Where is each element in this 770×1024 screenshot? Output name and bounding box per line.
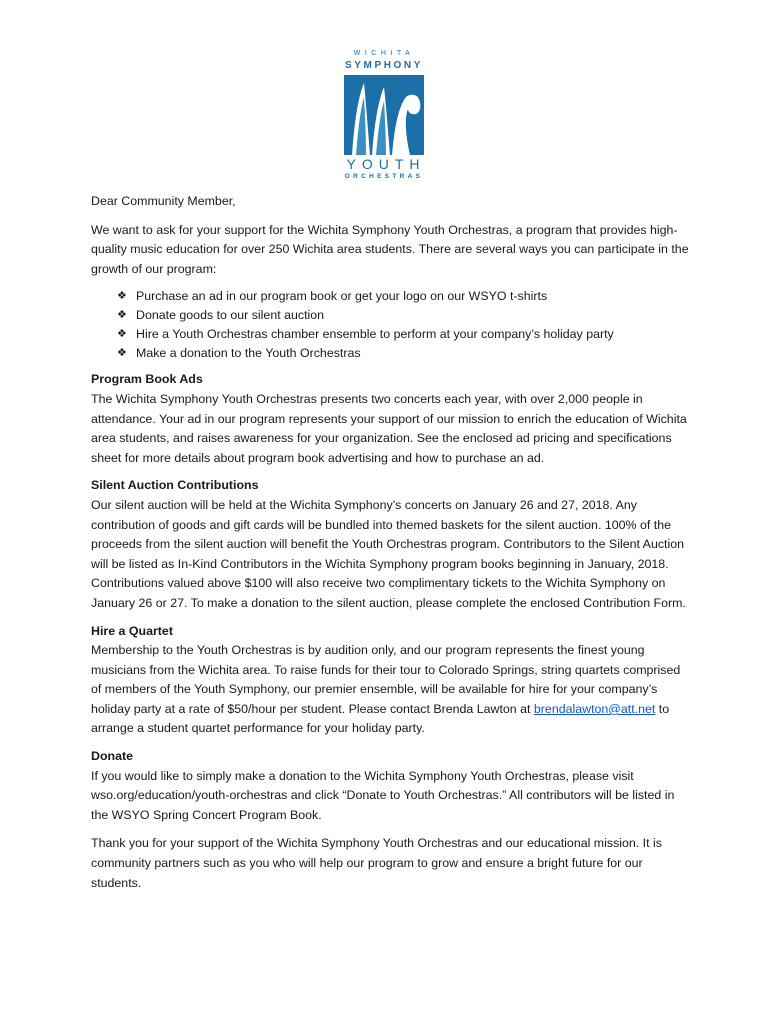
diamond-bullet-icon: ❖ <box>117 328 127 341</box>
email-link[interactable]: brendalawton@att.net <box>533 701 656 716</box>
diamond-bullet-icon: ❖ <box>117 309 127 322</box>
diamond-bullet-icon: ❖ <box>117 290 127 303</box>
list-item: ❖ Make a donation to the Youth Orchestras <box>117 344 691 363</box>
intro-paragraph: We want to ask for your support for the Wichita Symphony Youth Orchestras, a program that provides high-quality music education for over 250 Wichita area students. There are several ways you can participate in the growth of our program: <box>91 222 689 276</box>
list-item: ❖ Hire a Youth Orchestras chamber ensemble to perform at your company’s holiday party <box>117 325 691 344</box>
logo-youth: YOUTH <box>346 156 426 172</box>
letter-body <box>91 192 691 893</box>
donate-section <box>91 747 691 825</box>
logo-orchestras: ORCHESTRAS <box>344 173 424 180</box>
silent-auction-heading: Silent Auction Contributions <box>91 478 259 493</box>
greeting: Dear Community Member, <box>91 194 236 208</box>
program-book-body: The Wichita Symphony Youth Orchestras presents two concerts each year, with over 2,000 people in attendance. Your ad in our program represents your support of our mission to enrich the education of Wichita area students, and raises awareness for your organization. See the enclosed ad pricing and specifications sheet for more details about program book advertising and how to purchase an ad. <box>91 391 687 465</box>
donate-heading: Donate <box>91 749 133 764</box>
diamond-bullet-icon: ❖ <box>117 347 127 360</box>
quartet-section <box>91 622 691 740</box>
list-item: ❖ Purchase an ad in our program book or get your logo on our WSYO t-shirts <box>117 287 691 306</box>
wave-emblem-icon <box>344 75 424 155</box>
donate-body: If you would like to simply make a donation to the Wichita Symphony Youth Orchestras, please visit wso.org/education/youth-orchestras and click “Donate to Youth Orchestras.” All contributors will be listed in the WSYO Spring Concert Program Book. <box>91 768 675 822</box>
ways-list <box>91 287 691 363</box>
silent-auction-section <box>91 476 691 613</box>
list-item: ❖ Donate goods to our silent auction <box>117 306 691 325</box>
logo-symphony: SYMPHONY <box>344 60 424 71</box>
closing-paragraph: Thank you for your support of the Wichita Symphony Youth Orchestras and our educational mission. It is community partners such as you who will help our program to grow and ensure a bright future for our students. <box>91 836 662 890</box>
logo-wichita: WICHITA <box>353 50 415 57</box>
wsyo-logo <box>334 36 434 186</box>
program-book-heading: Program Book Ads <box>91 372 203 387</box>
quartet-body: Membership to the Youth Orchestras is by audition only, and our program represents the finest young musicians from the Wichita area. To raise funds for their tour to Colorado Springs, string quartets comprised of members of the Youth Symphony, our premier ensemble, will be available for hire for your company’s holiday party at a rate of $50/hour per student. Please contact Brenda Lawton at brendalawton@att.net to arrange a student quartet performance for your holiday party. <box>91 643 681 736</box>
program-book-section <box>91 370 691 468</box>
silent-auction-body: Our silent auction will be held at the Wichita Symphony’s concerts on January 26 and 27, 2018. Any contribution of goods and gift cards will be bundled into themed baskets for the silent auction. 100% of the proceeds from the silent auction will benefit the Youth Orchestras program. Contributors to the Silent Auction will be listed as In-Kind Contributors in the Wichita Symphony program books beginning in January, 2018. Contributions valued above $100 will also receive two complimentary tickets to the Wichita Symphony on January 26 or 27. To make a donation to the silent auction, please complete the enclosed Contribution Form. <box>91 497 686 610</box>
quartet-heading: Hire a Quartet <box>91 623 173 638</box>
